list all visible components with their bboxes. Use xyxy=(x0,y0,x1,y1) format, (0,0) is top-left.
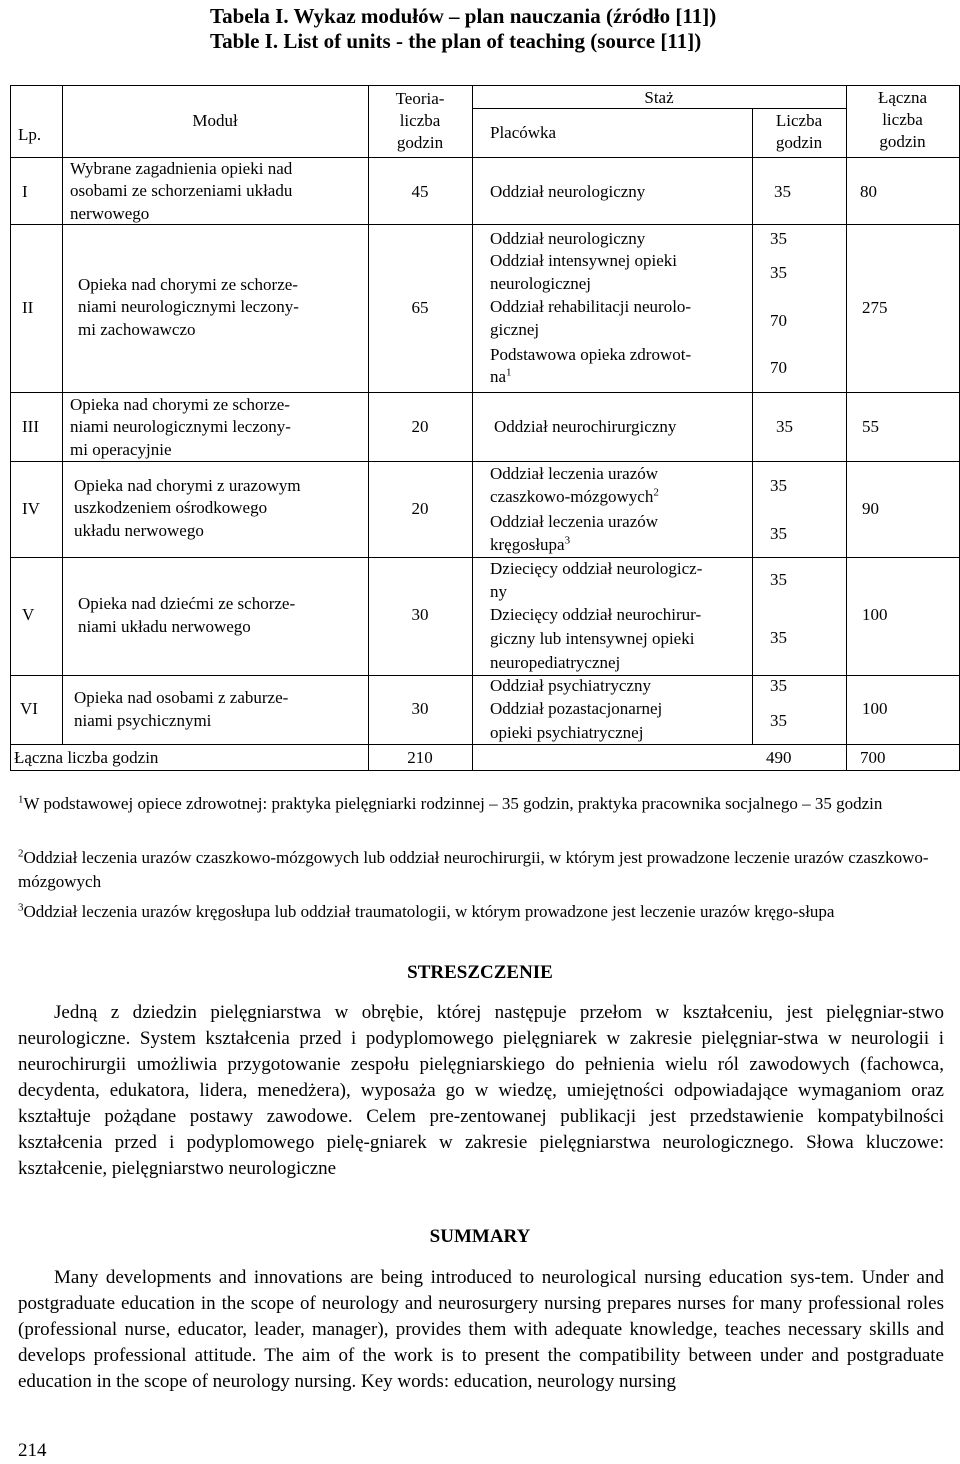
row-liczba: 70 xyxy=(770,311,787,330)
row-placowka: Dziecięcy oddział neurochirur- xyxy=(490,605,702,624)
header-lp: Lp. xyxy=(18,125,42,144)
row-liczba: 35 xyxy=(770,676,787,695)
footnote-1: $^1$W podstawowej opiece zdrowotnej: praktyka pielęgniarki rodzinnej – 35 godzin, praktyka pracownika socjalnego – 35 godzin xyxy=(18,793,883,813)
row-modul-line: niami psychicznymi xyxy=(74,711,212,730)
row-placowka: kręgosłupa xyxy=(490,535,565,554)
summary-text: Many developments and innovations are being introduced to neurological nursing education sys-tem. Under and postgraduate education in the scope of neurology and neurosurgery nursing prepares nurses for many professional roles (professional nurse, educator, leader, manager), provides them with adequate knowledge, teaches necessary skills and develops professional attitude. The aim of the work is to present the compatibility between under and postgraduate education in the scope of neurology nursing. Key words: education, neurology nursing xyxy=(18,1267,944,1392)
row-laczna: 80 xyxy=(860,182,877,201)
row-modul-line: nerwowego xyxy=(70,204,150,223)
row-placowka: neurologicznej xyxy=(490,274,592,293)
row-placowka: Dziecięcy oddział neurologicz- xyxy=(490,559,703,578)
footnote-ref-1: 1 xyxy=(506,366,512,379)
footnote-ref-3: 3 xyxy=(564,534,571,547)
row-lp: V xyxy=(22,605,35,624)
row-modul-line: niami neurologicznymi leczony- xyxy=(78,297,299,316)
streszczenie-heading: STRESZCZENIE xyxy=(407,962,553,983)
total-label: Łączna liczba godzin xyxy=(14,748,159,767)
row-teoria: 30 xyxy=(411,699,429,718)
row-placowka: gicznej xyxy=(490,320,540,339)
row-placowka-footnoted xyxy=(490,486,659,507)
row-teoria: 30 xyxy=(411,605,429,624)
table-title-pl: Tabela I. Wykaz modułów – plan nauczania (źródło [11]) xyxy=(210,4,717,28)
row-teoria: 45 xyxy=(411,182,429,201)
total-liczba: 490 xyxy=(766,748,792,767)
header-modul: Moduł xyxy=(192,111,238,130)
row-modul-line: Opieka nad chorymi ze schorze- xyxy=(70,395,290,414)
row-laczna: 90 xyxy=(862,499,879,518)
header-liczba-1: Liczba xyxy=(775,111,823,130)
row-teoria: 65 xyxy=(411,298,429,317)
row-modul-line: niami układu nerwowego xyxy=(78,617,251,636)
row-liczba: 70 xyxy=(770,358,787,377)
header-teoria-1: Teoria- xyxy=(395,89,445,108)
row-placowka: czaszkowo-mózgowych xyxy=(490,487,654,506)
row-placowka-footnoted xyxy=(490,534,570,555)
row-liczba: 35 xyxy=(774,182,791,201)
row-placowka: ny xyxy=(490,582,507,601)
row-placowka: giczny lub intensywnej opieki xyxy=(490,629,695,648)
row-laczna: 100 xyxy=(862,699,888,718)
row-lp: VI xyxy=(20,699,38,718)
row-placowka: Oddział neurochirurgiczny xyxy=(494,417,677,436)
footnote-ref-2: 2 xyxy=(653,486,659,499)
row-laczna: 275 xyxy=(862,298,888,317)
row-modul-line: Opieka nad chorymi ze schorze- xyxy=(78,275,298,294)
total-laczna: 700 xyxy=(860,748,886,767)
row-liczba: 35 xyxy=(770,229,787,248)
row-lp: II xyxy=(22,298,34,317)
row-placowka: Oddział leczenia urazów xyxy=(490,464,659,483)
row-placowka-footnoted xyxy=(490,366,512,387)
row-placowka: Oddział neurologiczny xyxy=(490,182,646,201)
table-title-en: Table I. List of units - the plan of teaching (source [11]) xyxy=(210,29,702,53)
row-laczna: 55 xyxy=(862,417,879,436)
header-teoria-2: liczba xyxy=(399,111,441,130)
row-liczba: 35 xyxy=(770,476,787,495)
row-liczba: 35 xyxy=(776,417,793,436)
page-number: 214 xyxy=(18,1440,47,1461)
row-lp: III xyxy=(22,417,39,436)
row-modul-line: układu nerwowego xyxy=(74,521,204,540)
row-placowka: neuropediatrycznej xyxy=(490,653,621,672)
row-modul-line: Opieka nad dziećmi ze schorze- xyxy=(78,594,296,613)
row-modul-line: Opieka nad osobami z zaburze- xyxy=(74,688,289,707)
row-modul-line: uszkodzeniem ośrodkowego xyxy=(74,498,268,517)
total-teoria: 210 xyxy=(407,748,433,767)
header-placowka: Placówka xyxy=(490,123,557,142)
row-placowka: na xyxy=(490,367,507,386)
row-lp: IV xyxy=(22,499,40,518)
row-modul-line: Opieka nad chorymi z urazowym xyxy=(74,476,301,495)
row-liczba: 35 xyxy=(770,263,787,282)
row-teoria: 20 xyxy=(411,417,429,436)
header-laczna-3: godzin xyxy=(879,132,926,151)
row-teoria: 20 xyxy=(411,499,429,518)
row-placowka: Oddział intensywnej opieki xyxy=(490,251,677,270)
streszczenie-text: Jedną z dziedzin pielęgniarstwa w obrębie, której następuje przełom w kształceniu, jest pielęgniar-stwo neurologiczne. System kształcenia przed i podyplomowego pielęgniarek w zakresie pielęgniar-stwa w neurologii i neurochirurgii umożliwia przygotowanie zespołu pielęgniarskiego do pełnienia wielu ról zawodowych (fachowca, decydenta, edukatora, lidera, menedżera), wyposaża go w wiedzę, umiejętności odpowiadające wymaganiom oraz kształtuje pożądane postawy zawodowe. Celem pre-zentowanej publikacji jest przedstawienie kompatybilności kształcenia przed i podyplomowego pielę-gniarek w zakresie pielęgniarstwa neurologicznego. Słowa kluczowe: kształcenie, pielęgniarstwo neurologiczne xyxy=(18,1002,944,1179)
row-placowka: Oddział neurologiczny xyxy=(490,229,646,248)
row-modul-line: osobami ze schorzeniami układu xyxy=(70,181,293,200)
row-placowka: Oddział pozastacjonarnej xyxy=(490,699,663,718)
row-liczba: 35 xyxy=(770,524,787,543)
footnote-3: $^3$Oddział leczenia urazów kręgosłupa lub oddział traumatologii, w którym prowadzone jest leczenie urazów kręgo-słupa xyxy=(18,901,835,921)
row-placowka: Podstawowa opieka zdrowot- xyxy=(490,345,692,364)
header-staz: Staż xyxy=(644,88,674,107)
row-placowka: Oddział psychiatryczny xyxy=(490,676,651,695)
summary-heading: SUMMARY xyxy=(429,1226,531,1247)
row-liczba: 35 xyxy=(770,628,787,647)
row-liczba: 35 xyxy=(770,570,787,589)
row-modul-line: niami neurologicznymi leczony- xyxy=(70,417,291,436)
row-placowka: Oddział rehabilitacji neurolo- xyxy=(490,297,692,316)
header-teoria-3: godzin xyxy=(396,133,444,152)
row-modul-line: mi operacyjnie xyxy=(70,440,172,459)
row-modul-line: Wybrane zagadnienia opieki nad xyxy=(70,159,293,178)
header-liczba-2: godzin xyxy=(775,133,823,152)
row-placowka: opieki psychiatrycznej xyxy=(490,723,644,742)
footnote-2: $^2$Oddział leczenia urazów czaszkowo-mózgowych lub oddział neurochirurgii, w którym jest prowadzone leczenie urazów czaszkowo-mózgowych xyxy=(18,847,929,891)
row-placowka: Oddział leczenia urazów xyxy=(490,512,659,531)
row-modul-line: mi zachowawczo xyxy=(78,320,196,339)
header-laczna-2: liczba xyxy=(882,110,923,129)
row-lp: I xyxy=(22,182,28,201)
row-laczna: 100 xyxy=(862,605,888,624)
row-liczba: 35 xyxy=(770,711,787,730)
header-laczna-1: Łączna xyxy=(877,88,928,107)
